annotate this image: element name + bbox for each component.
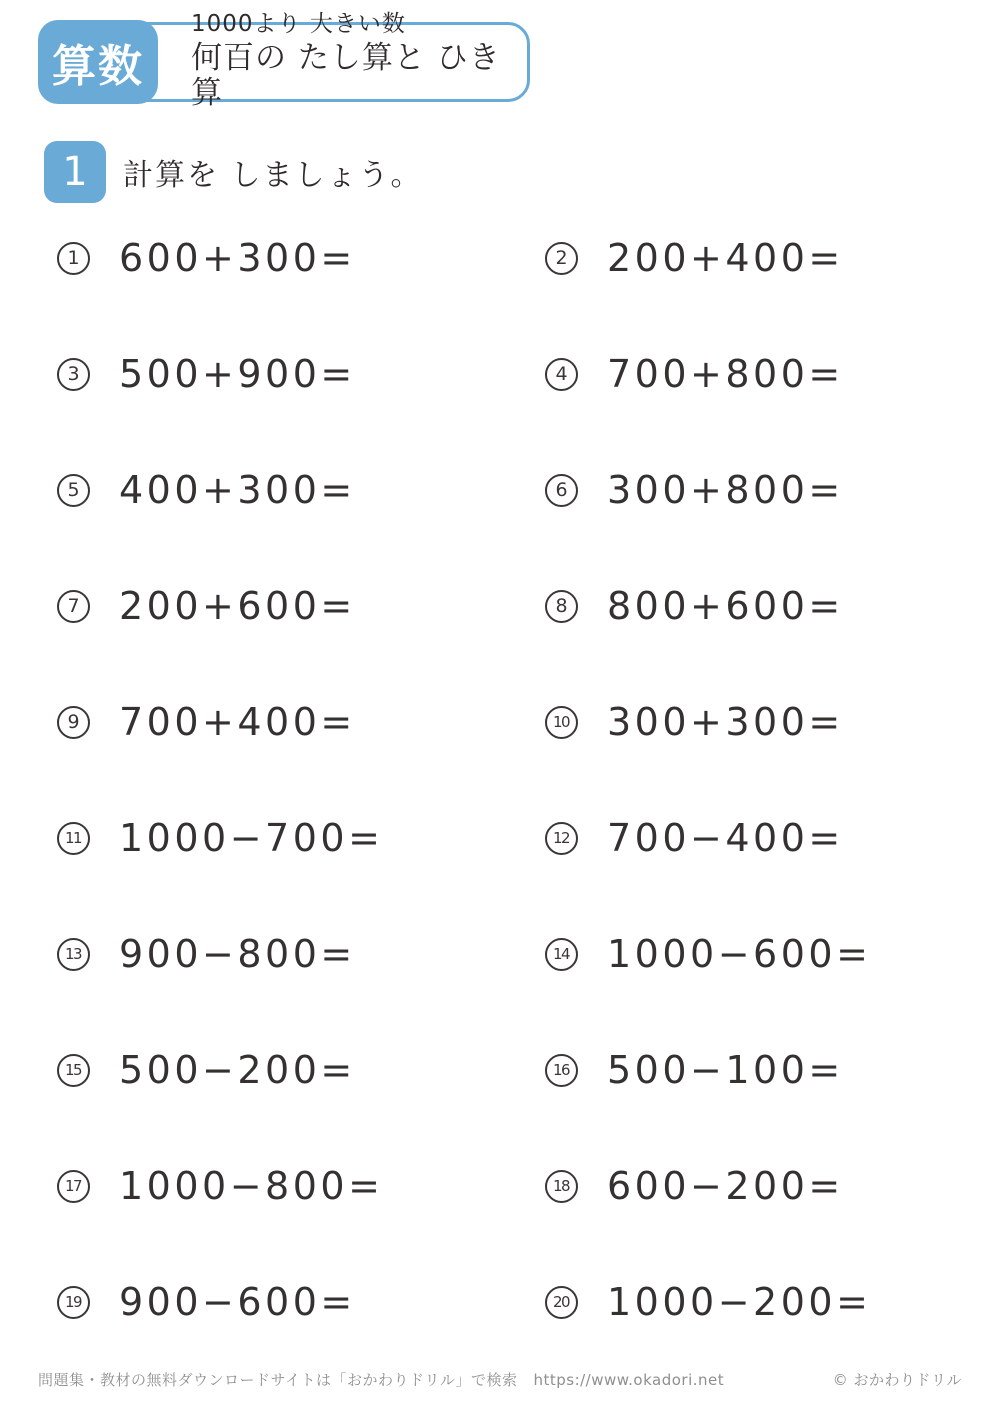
unit-title-line1: 1000より 大きい数 [191,11,406,38]
unit-title-line2: 何百の たし算と ひき算 [191,39,501,112]
problems-grid [57,200,957,1360]
worksheet-header [38,11,530,112]
problem-4 [545,352,957,396]
problem-expression: 600+300= [119,236,356,280]
problem-number: 12 [545,822,578,855]
problem-number: 20 [545,1286,578,1319]
problem-18 [545,1164,957,1208]
problem-expression: 400+300= [119,468,356,512]
problem-number: 6 [545,474,578,507]
problem-expression: 1000−600= [607,932,872,976]
problem-6 [545,468,957,512]
problem-number: 18 [545,1170,578,1203]
problem-number: 3 [57,358,90,391]
problem-expression: 600−200= [607,1164,844,1208]
section-instruction: 計算を しましょう。 [123,158,423,193]
subject-badge [38,20,158,104]
problem-number: 8 [545,590,578,623]
section-number: 1 [62,149,88,195]
problem-expression: 300+300= [607,700,844,744]
problem-19 [57,1280,545,1324]
footer-copyright: © おかわりドリル [832,1371,962,1389]
footer-url: https://www.okadori.net [533,1371,725,1389]
problem-expression: 800+600= [607,584,844,628]
problem-expression: 700+400= [119,700,356,744]
problem-12 [545,816,957,860]
problem-14 [545,932,957,976]
problem-17 [57,1164,545,1208]
problem-number: 9 [57,706,90,739]
problem-13 [57,932,545,976]
problem-2 [545,236,957,280]
subject-badge-label: 算数 [52,41,144,92]
problem-number: 11 [57,822,90,855]
section-heading [44,141,423,203]
problem-number: 4 [545,358,578,391]
problem-number: 16 [545,1054,578,1087]
problem-expression: 500−100= [607,1048,844,1092]
page-footer [38,1369,962,1390]
problem-number: 15 [57,1054,90,1087]
problem-11 [57,816,545,860]
problem-expression: 500−200= [119,1048,356,1092]
problem-number: 7 [57,590,90,623]
problem-number: 5 [57,474,90,507]
problem-expression: 500+900= [119,352,356,396]
problem-20 [545,1280,957,1324]
problem-3 [57,352,545,396]
problem-7 [57,584,545,628]
problem-expression: 1000−700= [119,816,384,860]
problem-number: 13 [57,938,90,971]
problem-16 [545,1048,957,1092]
problem-number: 2 [545,242,578,275]
problem-1 [57,236,545,280]
footer-search-text: 問題集・教材の無料ダウンロードサイトは「おかわりドリル」で検索 [38,1371,518,1389]
problem-expression: 1000−800= [119,1164,384,1208]
problem-expression: 1000−200= [607,1280,872,1324]
problem-number: 17 [57,1170,90,1203]
problem-5 [57,468,545,512]
problem-expression: 200+600= [119,584,356,628]
problem-expression: 900−600= [119,1280,356,1324]
problem-number: 1 [57,242,90,275]
problem-expression: 200+400= [607,236,844,280]
problem-number: 19 [57,1286,90,1319]
problem-8 [545,584,957,628]
section-number-badge [44,141,106,203]
problem-number: 14 [545,938,578,971]
problem-expression: 700+800= [607,352,844,396]
problem-15 [57,1048,545,1092]
problem-expression: 300+800= [607,468,844,512]
footer-site-note [38,1369,724,1390]
problem-number: 10 [545,706,578,739]
problem-expression: 900−800= [119,932,356,976]
problem-10 [545,700,957,744]
problem-expression: 700−400= [607,816,844,860]
problem-9 [57,700,545,744]
